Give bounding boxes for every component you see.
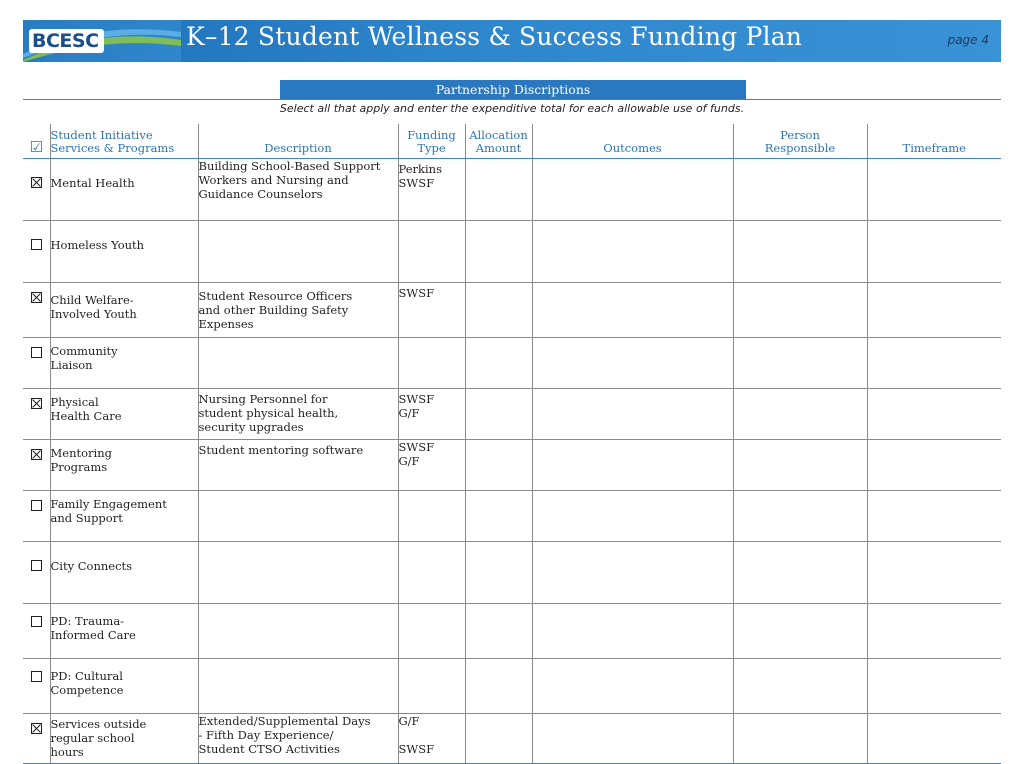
outcomes-cell[interactable] [532, 604, 733, 659]
timeframe-cell[interactable] [867, 491, 1001, 542]
table-row [23, 714, 1001, 764]
table-row [23, 604, 1001, 659]
timeframe-cell[interactable] [867, 338, 1001, 389]
funding-type-cell[interactable] [398, 491, 465, 542]
timeframe-cell[interactable] [867, 604, 1001, 659]
funding-type-cell[interactable] [398, 659, 465, 714]
description-cell[interactable] [198, 221, 398, 283]
outcomes-cell[interactable] [532, 283, 733, 338]
page-number: page 4 [947, 33, 989, 47]
allocation-amount-cell[interactable] [465, 659, 532, 714]
checked-checkbox-icon[interactable] [31, 449, 42, 460]
checked-checkbox-icon[interactable] [31, 292, 42, 303]
description-cell[interactable]: Extended/Supplemental Days - Fifth Day Experience/ Student CTSO Activities [198, 714, 398, 764]
table-row [23, 389, 1001, 440]
person-responsible-cell[interactable] [733, 221, 867, 283]
allocation-amount-cell[interactable] [465, 604, 532, 659]
bcesc-logo [23, 20, 181, 62]
table-header-row [23, 124, 1001, 159]
check-cell[interactable] [23, 659, 50, 714]
page-header [23, 20, 1001, 62]
funding-type-cell[interactable]: G/F SWSF [398, 714, 465, 764]
timeframe-cell[interactable] [867, 389, 1001, 440]
funding-type-cell[interactable]: SWSF [398, 283, 465, 338]
description-cell[interactable]: Student mentoring software [198, 440, 398, 491]
header-person-responsible: Person Responsible [733, 124, 867, 159]
header-funding-type: Funding Type [398, 124, 465, 159]
person-responsible-cell[interactable] [733, 491, 867, 542]
timeframe-cell[interactable] [867, 221, 1001, 283]
outcomes-cell[interactable] [532, 659, 733, 714]
header-description: Description [198, 124, 398, 159]
table-row [23, 491, 1001, 542]
empty-checkbox-icon[interactable] [31, 500, 42, 511]
header-allocation-amount: Allocation Amount [465, 124, 532, 159]
allocation-amount-cell[interactable] [465, 283, 532, 338]
table-row [23, 283, 1001, 338]
service-name: Mental Health [50, 159, 198, 221]
table-row [23, 440, 1001, 491]
outcomes-cell[interactable] [532, 338, 733, 389]
service-name: PD: Trauma- Informed Care [50, 604, 198, 659]
funding-type-cell[interactable]: SWSF G/F [398, 440, 465, 491]
description-cell[interactable]: Student Resource Officers and other Building Safety Expenses [198, 283, 398, 338]
check-cell[interactable] [23, 491, 50, 542]
check-cell[interactable] [23, 389, 50, 440]
allocation-amount-cell[interactable] [465, 389, 532, 440]
timeframe-cell[interactable] [867, 159, 1001, 221]
outcomes-cell[interactable] [532, 542, 733, 604]
timeframe-cell[interactable] [867, 283, 1001, 338]
timeframe-cell[interactable] [867, 542, 1001, 604]
description-cell[interactable] [198, 659, 398, 714]
check-cell[interactable] [23, 283, 50, 338]
service-name: Mentoring Programs [50, 440, 198, 491]
description-cell[interactable] [198, 604, 398, 659]
description-cell[interactable] [198, 542, 398, 604]
table-row [23, 542, 1001, 604]
table-row [23, 159, 1001, 221]
table-row [23, 221, 1001, 283]
person-responsible-cell[interactable] [733, 659, 867, 714]
funding-type-cell[interactable] [398, 542, 465, 604]
service-name: Child Welfare- Involved Youth [50, 283, 198, 338]
funding-table [23, 124, 1001, 764]
person-responsible-cell[interactable] [733, 338, 867, 389]
service-name: Community Liaison [50, 338, 198, 389]
header-services: Student Initiative Services & Programs [50, 124, 198, 159]
page-title: K–12 Student Wellness & Success Funding Plan [186, 22, 803, 51]
service-name: PD: Cultural Competence [50, 659, 198, 714]
service-name: City Connects [50, 542, 198, 604]
check-cell[interactable] [23, 604, 50, 659]
check-cell[interactable] [23, 159, 50, 221]
description-cell[interactable] [198, 491, 398, 542]
funding-type-cell[interactable]: SWSF G/F [398, 389, 465, 440]
person-responsible-cell[interactable] [733, 283, 867, 338]
allocation-amount-cell[interactable] [465, 714, 532, 764]
check-cell[interactable] [23, 221, 50, 283]
description-cell[interactable]: Nursing Personnel for student physical health, security upgrades [198, 389, 398, 440]
allocation-amount-cell[interactable] [465, 542, 532, 604]
funding-type-cell[interactable] [398, 338, 465, 389]
service-name: Physical Health Care [50, 389, 198, 440]
empty-checkbox-icon[interactable] [31, 347, 42, 358]
checkbox-header-icon: ☑ [29, 138, 43, 156]
funding-type-cell[interactable] [398, 604, 465, 659]
service-name: Homeless Youth [50, 221, 198, 283]
checked-checkbox-icon[interactable] [31, 177, 42, 188]
person-responsible-cell[interactable] [733, 389, 867, 440]
funding-type-cell[interactable]: Perkins SWSF [398, 159, 465, 221]
empty-checkbox-icon[interactable] [31, 560, 42, 571]
allocation-amount-cell[interactable] [465, 221, 532, 283]
person-responsible-cell[interactable] [733, 714, 867, 764]
section-rule [23, 99, 1001, 100]
outcomes-cell[interactable] [532, 389, 733, 440]
check-cell[interactable] [23, 542, 50, 604]
outcomes-cell[interactable] [532, 491, 733, 542]
allocation-amount-cell[interactable] [465, 159, 532, 221]
checked-checkbox-icon[interactable] [31, 398, 42, 409]
allocation-amount-cell[interactable] [465, 440, 532, 491]
person-responsible-cell[interactable] [733, 604, 867, 659]
outcomes-cell[interactable] [532, 714, 733, 764]
person-responsible-cell[interactable] [733, 440, 867, 491]
service-name: Services outside regular school hours [50, 714, 198, 764]
logo-text: BCESC [29, 29, 104, 53]
outcomes-cell[interactable] [532, 440, 733, 491]
checked-checkbox-icon[interactable] [31, 723, 42, 734]
header-outcomes: Outcomes [532, 124, 733, 159]
person-responsible-cell[interactable] [733, 542, 867, 604]
timeframe-cell[interactable] [867, 440, 1001, 491]
funding-type-cell[interactable] [398, 221, 465, 283]
description-cell[interactable] [198, 338, 398, 389]
empty-checkbox-icon[interactable] [31, 239, 42, 250]
instructions-text: Select all that apply and enter the expenditive total for each allowable use of funds. [279, 102, 745, 115]
check-cell[interactable] [23, 338, 50, 389]
description-cell[interactable]: Building School-Based Support Workers and Nursing and Guidance Counselors [198, 159, 398, 221]
section-banner: Partnership Discriptions [280, 80, 746, 99]
service-name: Family Engagement and Support [50, 491, 198, 542]
header-timeframe: Timeframe [867, 124, 1001, 159]
check-cell[interactable] [23, 714, 50, 764]
timeframe-cell[interactable] [867, 714, 1001, 764]
empty-checkbox-icon[interactable] [31, 671, 42, 682]
timeframe-cell[interactable] [867, 659, 1001, 714]
table-row [23, 659, 1001, 714]
allocation-amount-cell[interactable] [465, 491, 532, 542]
table-row [23, 338, 1001, 389]
allocation-amount-cell[interactable] [465, 338, 532, 389]
empty-checkbox-icon[interactable] [31, 616, 42, 627]
outcomes-cell[interactable] [532, 221, 733, 283]
check-cell[interactable] [23, 440, 50, 491]
outcomes-cell[interactable] [532, 159, 733, 221]
person-responsible-cell[interactable] [733, 159, 867, 221]
header-check-column [23, 124, 50, 159]
